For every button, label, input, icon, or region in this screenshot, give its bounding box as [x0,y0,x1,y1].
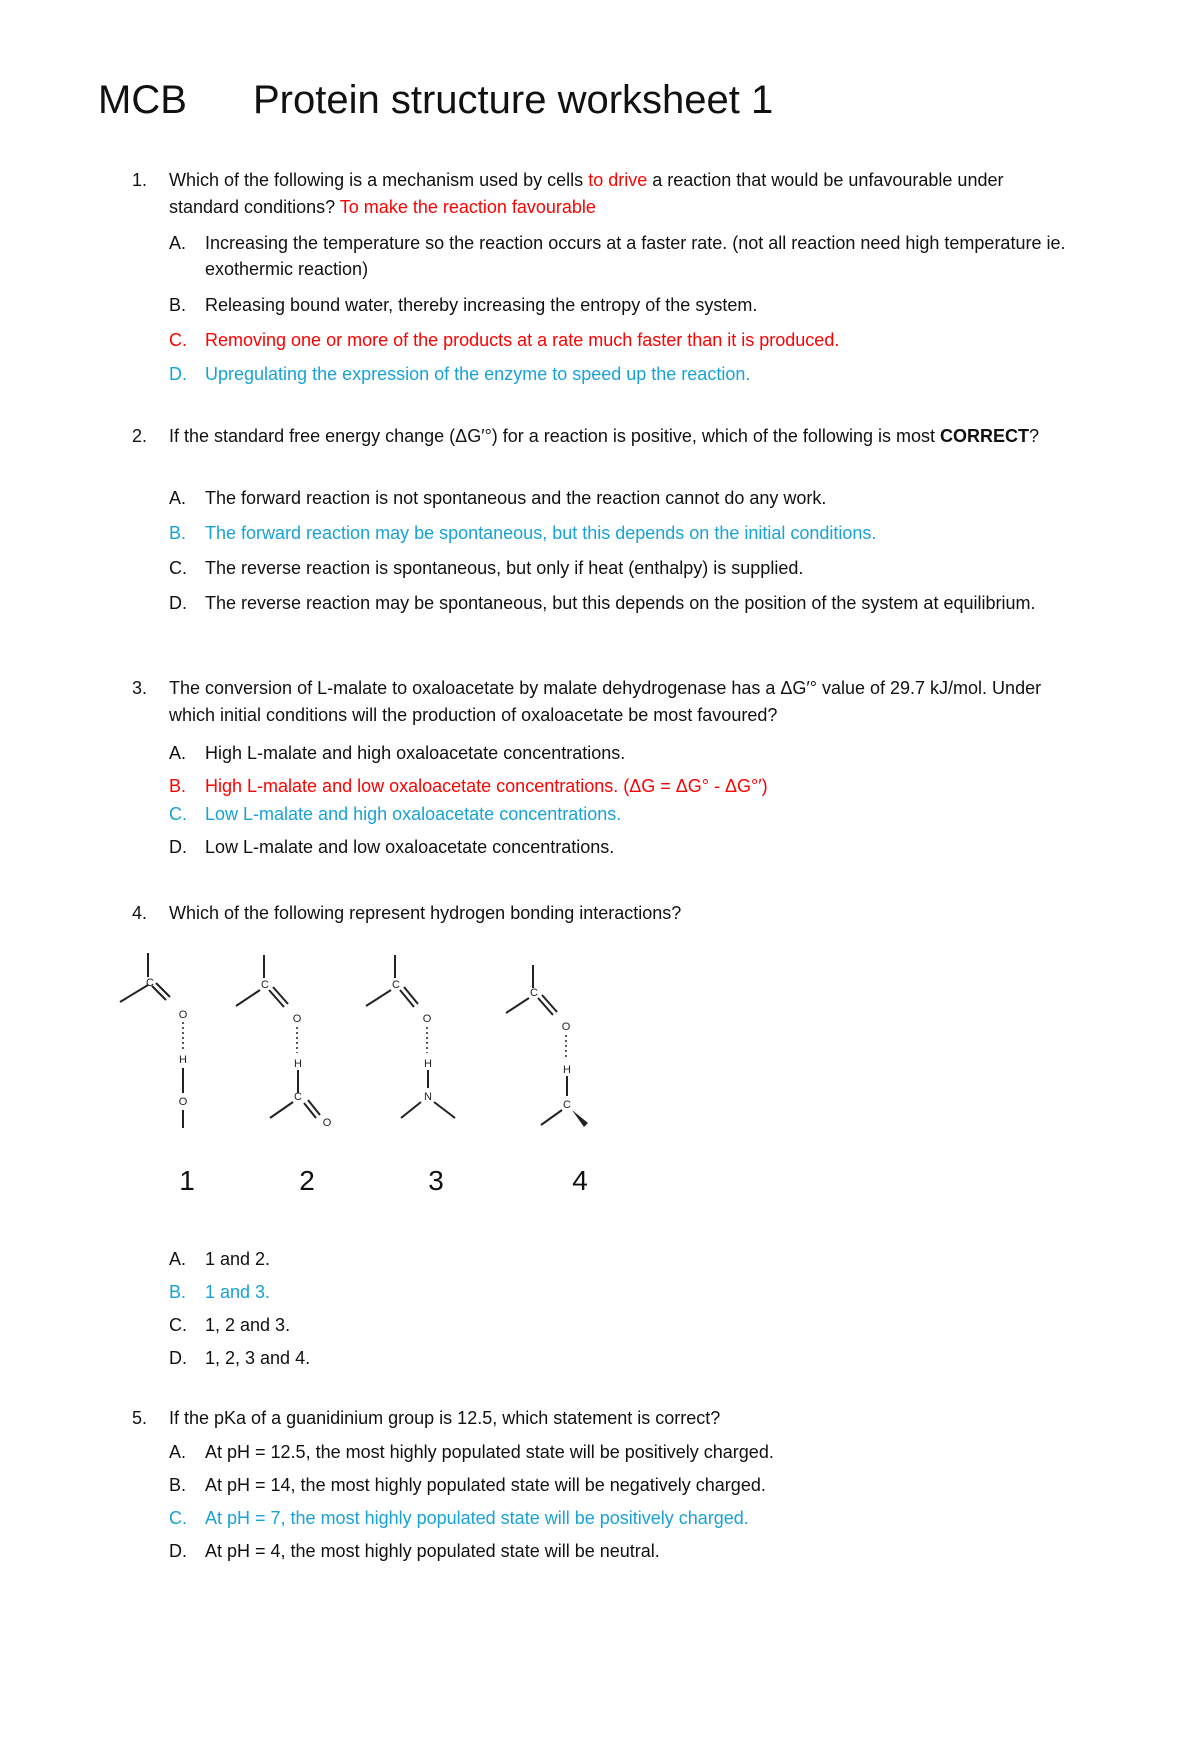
atom-label: C [563,1099,571,1111]
q3-option-c[interactable]: C. Low L-malate and high oxaloacetate concentrations. [169,804,622,824]
atom-label: O [292,1013,302,1025]
q4-option-a[interactable]: A. 1 and 2. [169,1249,271,1269]
atom-label: C [392,979,400,991]
q5-option-d[interactable]: D. At pH = 4, the most highly populated state will be neutral. [169,1541,660,1561]
hydrogen-bond-diagram [110,950,630,1200]
question-number: 2. [132,426,148,446]
atom-label: C [530,987,538,999]
q3-option-a[interactable]: A. High L-malate and high oxaloacetate concentrations. [169,743,626,763]
q2-option-a[interactable]: A. The forward reaction is not spontaneous and the reaction cannot do any work. [169,488,827,508]
q5-option-c[interactable]: C. At pH = 7, the most highly populated state will be positively charged. [169,1508,749,1528]
question-number: 1. [132,170,148,190]
answer-note: To make the reaction favourable [339,197,596,217]
course-code: MCB [98,78,187,122]
page-title [98,78,773,123]
q4-option-b[interactable]: B. 1 and 3. [169,1282,271,1302]
emphasis-correct: CORRECT [939,426,1029,446]
atom-label: O [561,1021,571,1033]
q5-option-a[interactable]: A. At pH = 12.5, the most highly populated state will be positively charged. [169,1442,774,1462]
atom-label: O [178,1009,188,1021]
q2-option-b[interactable]: B. The forward reaction may be spontaneous, but this depends on the initial conditions. [169,523,877,543]
question-4 [132,900,1072,927]
atom-label: H [294,1058,302,1070]
q3-option-d[interactable]: D. Low L-malate and low oxaloacetate concentrations. [169,837,615,857]
question-3 [132,675,1072,729]
structure-label-4: 4 [572,1165,588,1196]
structure-label-3: 3 [428,1165,444,1196]
q2-option-d[interactable]: D. The reverse reaction may be spontaneous, but this depends on the position of the system at equilibrium. [169,593,1036,613]
q5-option-b[interactable]: B. At pH = 14, the most highly populated state will be negatively charged. [169,1475,766,1495]
q1-option-b[interactable]: B. Releasing bound water, thereby increasing the entropy of the system. [169,295,758,315]
atom-label: C [294,1091,302,1103]
atom-label: O [178,1096,188,1108]
atom-label: C [261,979,269,991]
question-1 [132,167,1072,221]
q1-option-c[interactable]: C. Removing one or more of the products at a rate much faster than it is produced. [169,330,840,350]
q3-option-b[interactable]: B. High L-malate and low oxaloacetate concentrations. (ΔG = ΔG° - ΔG°′) [169,776,768,796]
atom-label: N [424,1091,432,1103]
atom-label: H [179,1054,187,1066]
worksheet-name: Protein structure worksheet 1 [253,78,774,122]
question-text: Which of the following represent hydrogen bonding interactions? [169,903,682,923]
atom-label: C [146,977,154,989]
q1-option-a[interactable]: A. Increasing the temperature so the reaction occurs at a faster rate. (not all reaction need high temperature ie. exothermic reaction) [169,233,1066,279]
question-text: If the standard free energy change (ΔG′°) for a reaction is positive, which of the following is most CORRECT? [169,426,1039,446]
question-number: 4. [132,903,148,923]
question-5 [132,1405,1072,1432]
question-number: 5. [132,1408,148,1428]
atom-label: H [563,1064,571,1076]
question-text: Which of the following is a mechanism used by cells to drive a reaction that would be unfavourable under standard conditions? To make the reaction favourable [169,170,1004,217]
answer-highlight: to drive [588,170,648,190]
question-text: The conversion of L-malate to oxaloacetate by malate dehydrogenase has a ΔG′° value of 29.7 kJ/mol. Under which initial conditions will the production of oxaloacetate be most favoured? [169,678,1042,725]
q4-option-d[interactable]: D. 1, 2, 3 and 4. [169,1348,311,1368]
structure-label-1: 1 [179,1165,195,1196]
q4-option-c[interactable]: C. 1, 2 and 3. [169,1315,291,1335]
atom-label: H [424,1058,432,1070]
question-text: If the pKa of a guanidinium group is 12.5, which statement is correct? [169,1408,721,1428]
question-number: 3. [132,678,148,698]
q1-option-d[interactable]: D. Upregulating the expression of the enzyme to speed up the reaction. [169,364,751,384]
atom-label: O [422,1013,432,1025]
q2-option-c[interactable]: C. The reverse reaction is spontaneous, but only if heat (enthalpy) is supplied. [169,558,804,578]
atom-label: O [322,1117,332,1129]
structure-label-2: 2 [299,1165,315,1196]
question-2 [132,423,1072,450]
